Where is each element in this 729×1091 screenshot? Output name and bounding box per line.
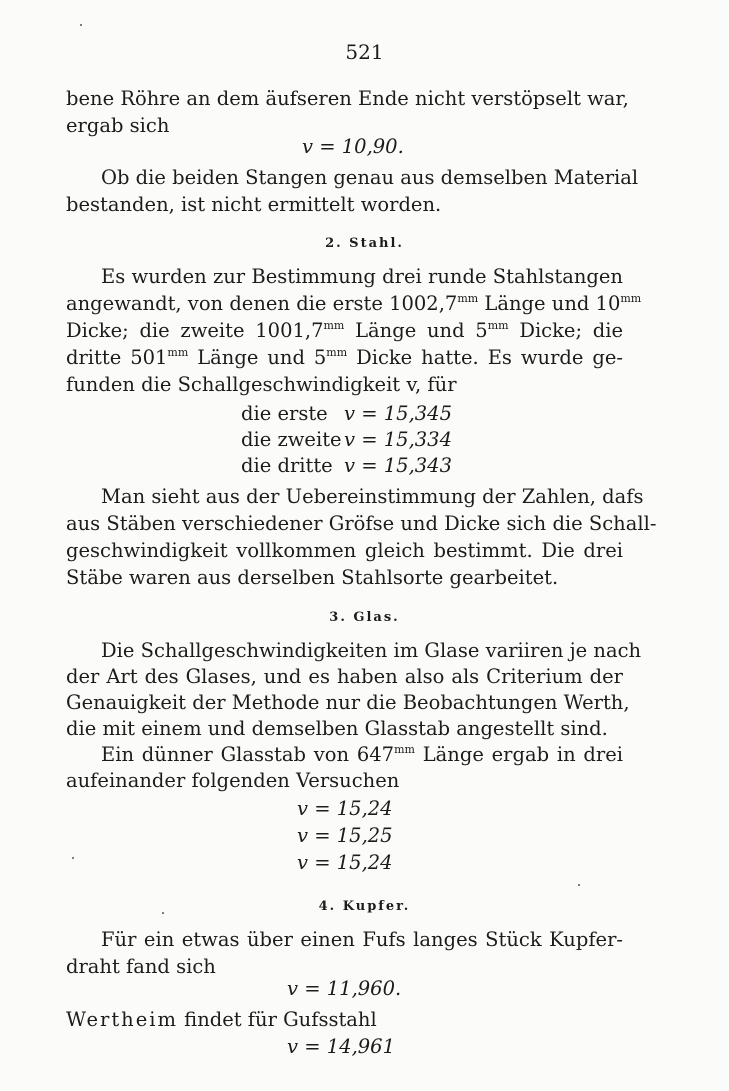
equation: v = 15,334 [344, 428, 452, 451]
speck [578, 884, 580, 886]
text-line: ergab sich [66, 114, 170, 137]
text-line: dritte $501^{mm}$ Länge und $5^{mm}$ Dicke hatte. Es wurde ge- [66, 346, 624, 369]
equation: v = 15,343 [344, 454, 452, 477]
text-line: Genauigkeit der Methode nur die Beobachtungen Werth, [66, 691, 630, 714]
text-line: die mit einem und demselben Glasstab angestellt sind. [66, 717, 608, 740]
text-line: Wertheim findet für Gufsstahl [66, 1008, 377, 1031]
text-line: Ein dünner Glasstab von $647^{mm}$ Länge ergab in drei [101, 743, 623, 766]
page-number: 521 [345, 40, 384, 64]
equation: v = 15,25 [297, 824, 393, 847]
section-heading-stahl: 2. Stahl. [325, 236, 404, 251]
list-label: die erste [241, 402, 328, 425]
equation: v = 15,24 [297, 851, 393, 874]
text-line: der Art des Glases, und es haben also als Criterium der [66, 665, 623, 688]
text-line: Für ein etwas über einen Fufs langes Stück Kupfer- [101, 928, 623, 951]
speck [72, 857, 74, 859]
equation: v = 14,961 [287, 1035, 395, 1058]
text-line: geschwindigkeit vollkommen gleich bestimmt. Die drei [66, 539, 623, 562]
text-line: Man sieht aus der Uebereinstimmung der Zahlen, dafs [101, 485, 644, 508]
text-line: Dicke; die zweite $1001,7^{mm}$ Länge und $5^{mm}$ Dicke; die [66, 319, 624, 342]
text-line: Stäbe waren aus derselben Stahlsorte gearbeitet. [66, 566, 559, 589]
text-line: Es wurden zur Bestimmung drei runde Stahlstangen [101, 265, 623, 288]
speck [80, 24, 82, 26]
text-line: funden die Schallgeschwindigkeit v, für [66, 373, 457, 396]
equation: v = 15,24 [297, 797, 393, 820]
text-line: Die Schallgeschwindigkeiten im Glase variiren je nach [101, 639, 642, 662]
equation: v = 11,960. [287, 977, 402, 1000]
text-line: aufeinander folgenden Versuchen [66, 769, 400, 792]
text-line: angewandt, von denen die erste $1002,7^{mm}$ Länge und $10^{mm}$ [66, 292, 642, 315]
list-label: die zweite [241, 428, 342, 451]
text-line: aus Stäben verschiedener Gröfse und Dicke sich die Schall- [66, 512, 657, 535]
equation: v = 15,345 [344, 402, 452, 425]
text-line: bene Röhre an dem äufseren Ende nicht verstöpselt war, [66, 87, 629, 110]
text-line: draht fand sich [66, 955, 216, 978]
text-line: bestanden, ist nicht ermittelt worden. [66, 193, 442, 216]
text-line: Ob die beiden Stangen genau aus demselben Material [101, 166, 639, 189]
equation: v = 10,90. [302, 135, 404, 158]
section-heading-kupfer: 4. Kupfer. [318, 899, 411, 914]
speck [162, 912, 164, 914]
section-heading-glas: 3. Glas. [329, 610, 400, 625]
list-label: die dritte [241, 454, 333, 477]
